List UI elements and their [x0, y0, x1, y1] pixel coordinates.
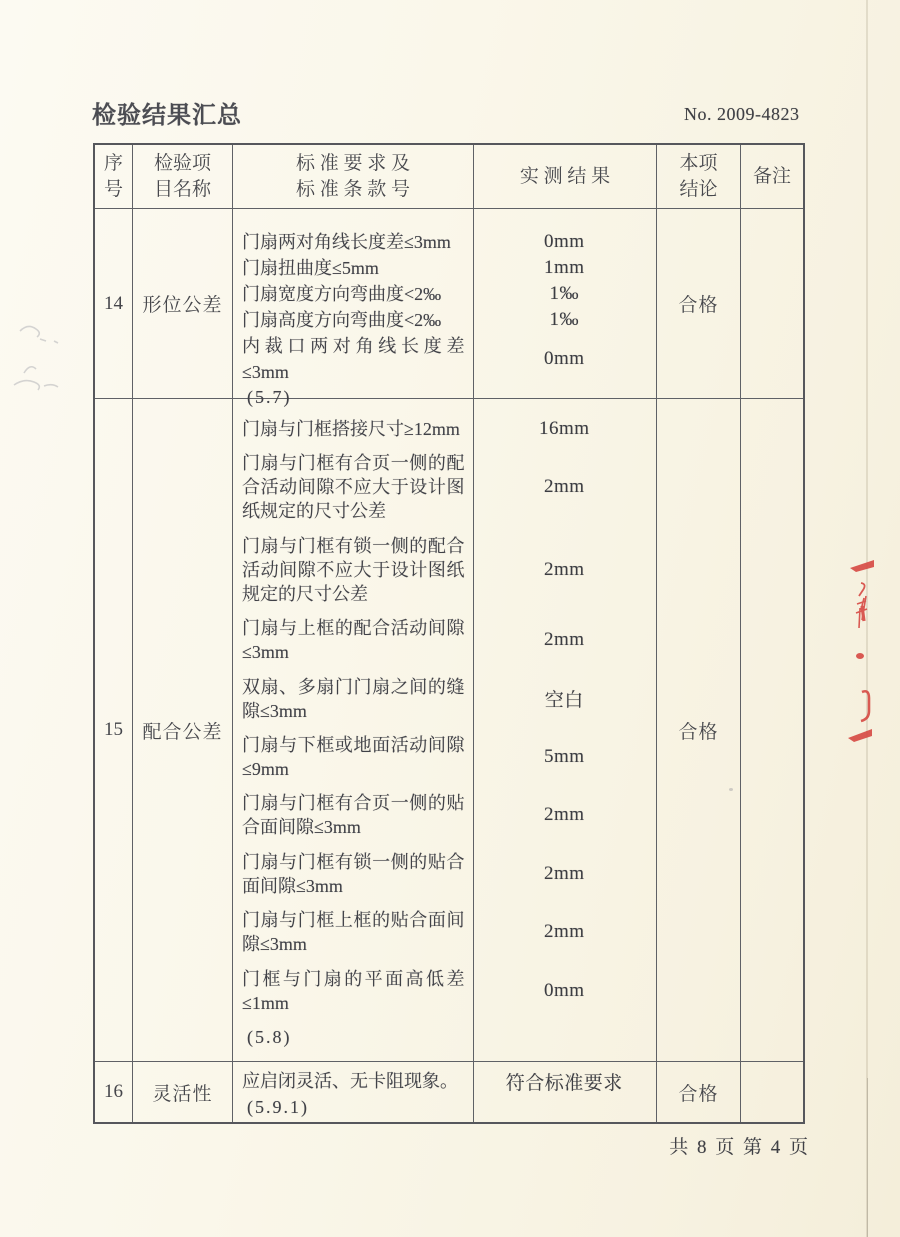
header-seq — [95, 145, 133, 208]
seq-cell: 16 — [95, 1062, 133, 1122]
result-value: 空白 — [544, 690, 584, 712]
result-value: 2mm — [543, 862, 585, 884]
conclusion-cell: 合格 — [657, 209, 741, 398]
requirement-item — [233, 733, 656, 781]
header-standard-and-result — [233, 145, 657, 208]
item-name-cell: 形位公差 — [133, 209, 233, 398]
requirement-text: 门扇与上框的配合活动间隙≤3mm — [242, 618, 465, 663]
result-value: 0mm — [543, 979, 585, 1001]
requirement-text: 门扇与门框有合页一侧的配合活动间隙不应大于设计图纸规定的尺寸公差 — [242, 453, 465, 522]
document-number: No. 2009-4823 — [684, 104, 800, 124]
requirement-text: 门扇与门框有锁一侧的贴合面间隙≤3mm — [242, 851, 465, 896]
clause-number: (5.8) — [247, 1026, 292, 1047]
result-value: 1‰ — [549, 283, 579, 304]
result-value: 5mm — [543, 745, 585, 767]
conclusion-cell: 合格 — [657, 1062, 741, 1122]
remark-cell — [741, 1062, 803, 1122]
requirement-text: 门扇与门框有锁一侧的配合活动间隙不应大于设计图纸规定的尺寸公差 — [242, 535, 465, 604]
header-seq-line1: 序 — [103, 152, 123, 174]
header-remark — [741, 145, 803, 208]
table-header-row — [95, 145, 803, 209]
requirement-text: 门扇两对角线长度差≤3mm — [242, 232, 451, 252]
header-standard-line2: 标 准 条 款 号 — [295, 178, 410, 200]
result-value: 2mm — [543, 476, 585, 498]
requirement-item — [233, 307, 656, 333]
requirement-item — [233, 281, 656, 307]
standard-and-result-cell — [233, 1062, 657, 1122]
remark-cell — [741, 399, 803, 1061]
header-measured-result — [473, 145, 657, 208]
header-standard-line1: 标 准 要 求 及 — [295, 152, 410, 174]
requirement-text: 应启闭灵活、无卡阻现象。 — [242, 1071, 458, 1091]
header-item-name-line1: 检验项 — [153, 152, 211, 174]
result-value: 1mm — [543, 257, 585, 278]
header-item-name — [133, 145, 233, 208]
page-edge-line — [867, 1078, 868, 1237]
table-row-14 — [95, 209, 803, 407]
result-value: 0mm — [543, 348, 585, 369]
requirement-text: 门扇与门框有合页一侧的贴合面间隙≤3mm — [242, 793, 465, 838]
header-item-name-line2: 目名称 — [153, 178, 211, 200]
requirement-text: 双扇、多扇门门扇之间的缝隙≤3mm — [242, 676, 465, 721]
conclusion-cell: 合格 — [657, 399, 741, 1061]
requirement-item — [233, 616, 656, 664]
dust-speck — [729, 788, 733, 791]
requirement-text: 门扇高度方向弯曲度<2‰ — [242, 310, 442, 330]
page-number-footer: 共 8 页 第 4 页 — [669, 1137, 810, 1158]
table-row-15 — [95, 399, 803, 1062]
seq-cell: 14 — [95, 209, 133, 398]
requirement-text: 门扇与门框搭接尺寸≥12mm — [242, 419, 460, 439]
requirement-text: 门框与门扇的平面高低差≤1mm — [242, 968, 465, 1013]
requirement-text: 门扇与门框上框的贴合面间隙≤3mm — [242, 910, 465, 955]
header-conclusion-line1: 本项 — [679, 152, 718, 174]
pencil-smudge — [6, 315, 76, 405]
header-conclusion-line2: 结论 — [679, 178, 718, 200]
result-value: 0mm — [543, 231, 585, 252]
remark-cell — [741, 209, 803, 398]
requirement-text: 门扇扭曲度≤5mm — [242, 258, 379, 278]
result-value: 16mm — [538, 418, 590, 439]
result-value: 2mm — [543, 629, 585, 651]
header-seq-line2: 号 — [103, 178, 123, 200]
result-value: 2mm — [543, 804, 585, 826]
inspection-results-table — [93, 143, 805, 1124]
requirement-item — [233, 229, 656, 255]
clause-number: (5.9.1) — [247, 1096, 309, 1117]
header-measured-result-label: 实 测 结 果 — [519, 165, 611, 187]
requirement-list — [233, 399, 656, 1061]
header-standard — [233, 145, 473, 208]
item-name-cell: 配合公差 — [133, 399, 233, 1061]
red-stamp-fragment — [834, 552, 882, 762]
requirement-item — [233, 451, 656, 523]
table-row-16 — [95, 1062, 803, 1122]
requirement-item — [233, 908, 656, 956]
requirement-list — [233, 209, 656, 407]
standard-and-result-cell — [233, 399, 657, 1061]
clause-number: (5.7) — [247, 387, 292, 407]
requirement-item — [233, 791, 656, 839]
page-title: 检验结果汇总 — [92, 101, 242, 129]
header-conclusion — [657, 145, 741, 208]
requirement-item — [233, 417, 656, 441]
standard-and-result-cell — [233, 209, 657, 407]
requirement-item — [233, 333, 656, 385]
result-value: 符合标准要求 — [505, 1072, 623, 1094]
requirement-item — [233, 675, 656, 723]
requirement-text: 内裁口两对角线长度差≤3mm — [242, 336, 465, 382]
seq-cell: 15 — [95, 399, 133, 1061]
header-remark-label: 备注 — [752, 165, 791, 187]
result-value: 2mm — [543, 558, 585, 580]
requirement-text: 门扇宽度方向弯曲度<2‰ — [242, 284, 442, 304]
requirement-item — [233, 850, 656, 898]
item-name-cell: 灵活性 — [133, 1062, 233, 1122]
result-value: 2mm — [543, 921, 585, 943]
requirement-item — [233, 1068, 656, 1095]
requirement-list — [233, 1062, 656, 1122]
requirement-item — [233, 534, 656, 606]
result-value: 1‰ — [549, 309, 579, 330]
requirement-item — [233, 967, 656, 1015]
requirement-text: 门扇与下框或地面活动间隙≤9mm — [242, 734, 465, 779]
requirement-item — [233, 255, 656, 281]
